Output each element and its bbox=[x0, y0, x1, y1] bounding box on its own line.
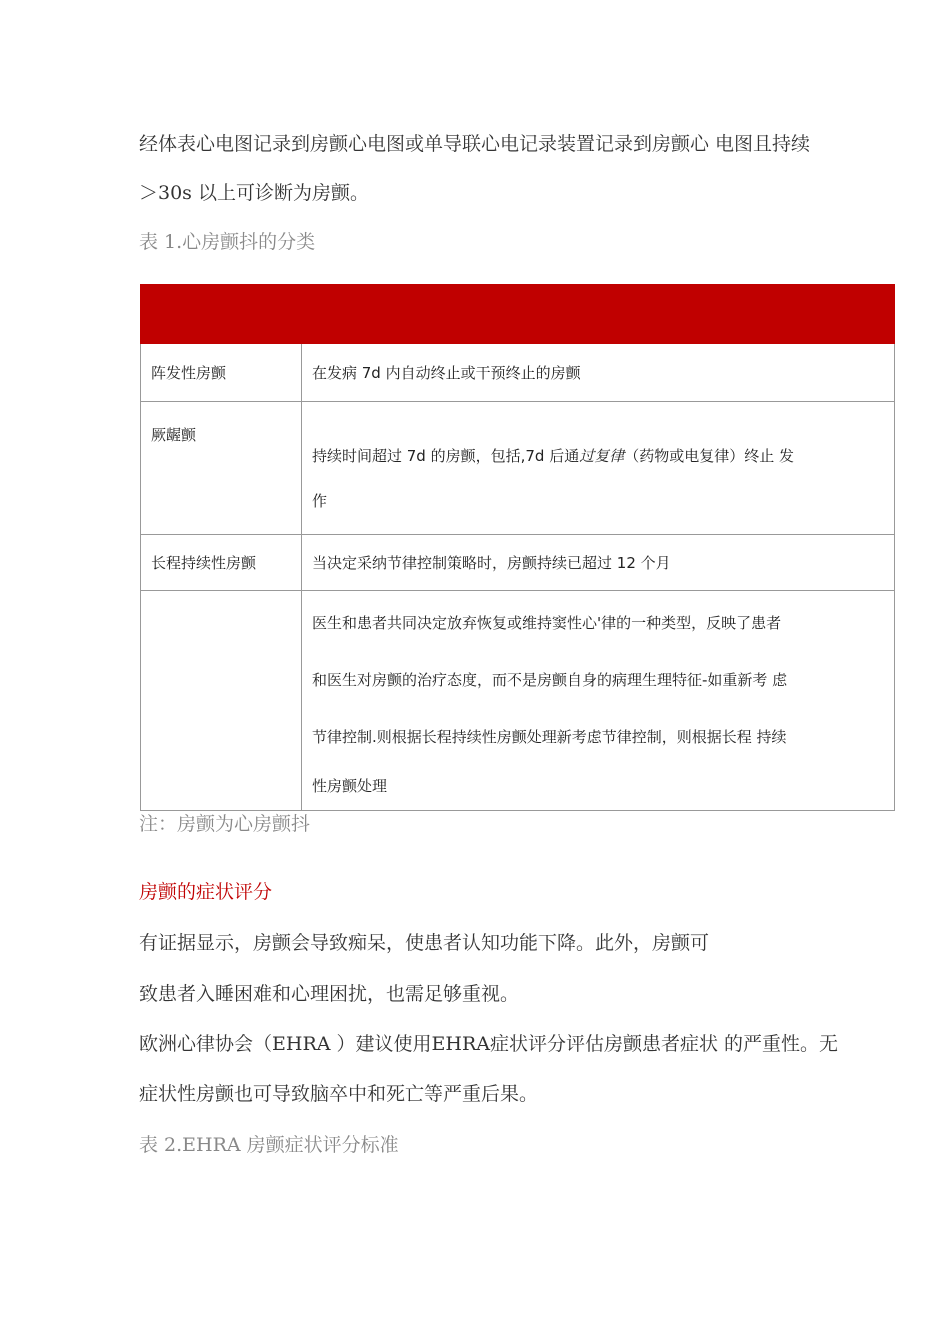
section-p1-line-2: 致患者入睡困难和心理困扰，也需足够重视。 bbox=[139, 983, 520, 1005]
type-cell: 厥龌颤 bbox=[141, 402, 302, 535]
desc-line: 性房颤处理 bbox=[312, 777, 388, 795]
desc-cell: 在发病 7d 内自动终止或干预终止的房颤 bbox=[302, 344, 895, 402]
desc-line: 节律控制.则根据长程持续性房颤处理新考虑节律控制，则根据长程 持续 bbox=[312, 728, 787, 746]
table-row bbox=[141, 344, 895, 402]
section-p1-line-1: 有证据显示，房颤会导致痴呆，使患者认知功能下降。此外，房颤可 bbox=[139, 932, 710, 954]
section-p2-line-2: 症状性房颤也可导致脑卒中和死亡等严重后果。 bbox=[139, 1083, 539, 1105]
desc-cell bbox=[302, 402, 895, 535]
table-row bbox=[141, 402, 895, 535]
table1-caption: 表 1.心房颤抖的分类 bbox=[139, 231, 316, 253]
table-header-row bbox=[141, 285, 895, 344]
intro-line-2: ＞30s 以上可诊断为房颤。 bbox=[139, 182, 369, 204]
section-title: 房颤的症状评分 bbox=[139, 881, 273, 903]
table2-caption: 表 2.EHRA 房颤症状评分标准 bbox=[139, 1134, 399, 1156]
header-cell-1 bbox=[141, 285, 302, 344]
header-cell-2 bbox=[302, 285, 895, 344]
desc-cell bbox=[302, 591, 895, 811]
desc-line: 医生和患者共同决定放弃恢复或维持窦性心'律的一种类型，反映了患者 bbox=[312, 614, 782, 632]
desc-italic: 过复律 bbox=[579, 447, 625, 465]
desc-suffix: （药物或电复律）终止 发 bbox=[624, 447, 795, 465]
desc-line: 和医生对房颤的治疗态度，而不是房颤自身的病理生理特征-如重新考 虑 bbox=[312, 671, 788, 689]
table1-note: 注：房颤为心房颤抖 bbox=[139, 813, 311, 835]
af-classification-table bbox=[140, 284, 895, 811]
desc-cell: 当决定采纳节律控制策略时，房颤持续已超过 12 个月 bbox=[302, 535, 895, 591]
table-row bbox=[141, 591, 895, 811]
desc-prefix: 持续时间超过 7d 的房颤，包括,7d 后通 bbox=[312, 447, 580, 465]
desc-line bbox=[312, 427, 884, 485]
type-cell: 阵发性房颤 bbox=[141, 344, 302, 402]
intro-line-1: 经体表心电图记录到房颤心电图或单导联心电记录装置记录到房颤心 电图且持续 bbox=[139, 133, 811, 155]
type-cell: 长程持续性房颤 bbox=[141, 535, 302, 591]
type-cell bbox=[141, 591, 302, 811]
table-row bbox=[141, 535, 895, 591]
section-p2-line-1: 欧洲心律协会（EHRA ）建议使用EHRA症状评分评估房颤患者症状 的严重性。无 bbox=[139, 1033, 839, 1055]
desc-line: 作 bbox=[312, 492, 328, 510]
